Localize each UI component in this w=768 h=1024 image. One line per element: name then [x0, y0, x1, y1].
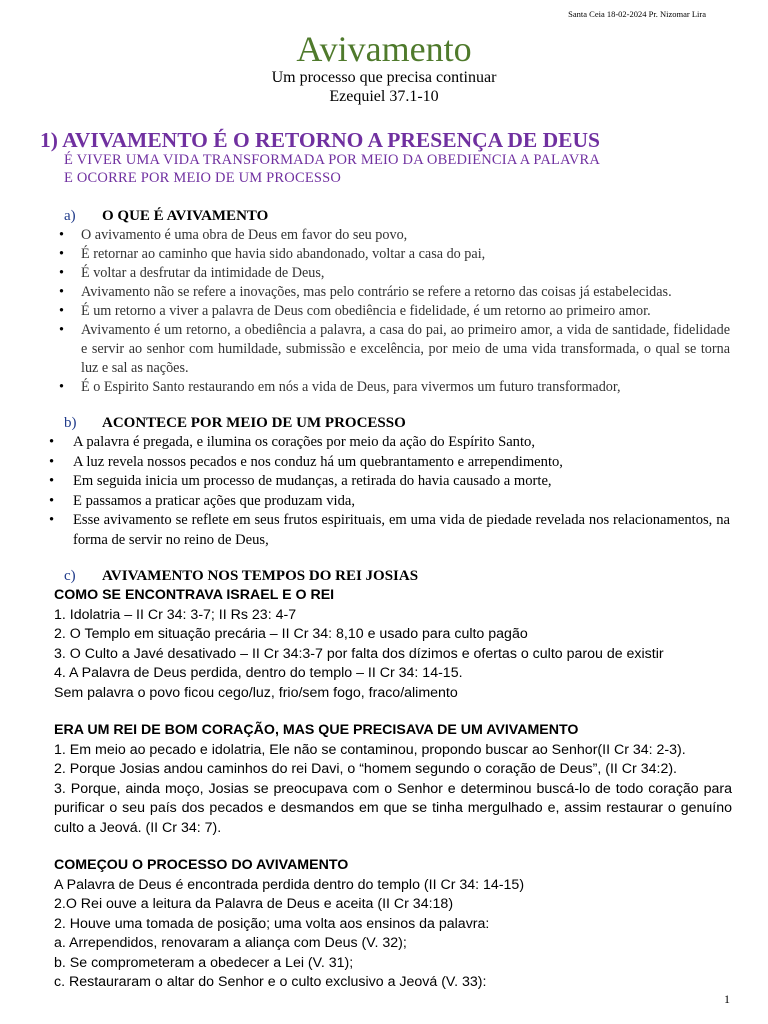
section-1-subheading-line: E OCORRE POR MEIO DE UM PROCESSO: [64, 170, 342, 186]
list-item: • E passamos a praticar ações que produzam vida,: [45, 492, 730, 512]
list-item: • O avivamento é uma obra de Deus em favor do seu povo,: [55, 226, 730, 245]
part-a-letter: a): [64, 208, 76, 224]
list-item: • Esse avivamento se reflete em seus frutos espirituais, em uma vida de piedade revelada nos relacionamentos, na forma de servir no reino de Deus,: [45, 511, 730, 550]
list-item: • Avivamento é um retorno, a obediência a palavra, a casa do pai, ao primeiro amor, a vida de santidade, fidelidade e servir ao senhor com humildade, submissão e excelência, por meio de uma vida transformada, o qual se torna luz e sal as nações.: [55, 321, 730, 378]
list-item: • A palavra é pregada, e ilumina os corações por meio da ação do Espírito Santo,: [45, 433, 730, 453]
king-heading: ERA UM REI DE BOM CORAÇÃO, MAS QUE PRECISAVA DE UM AVIVAMENTO: [54, 722, 579, 738]
page-number: 1: [724, 992, 730, 1006]
list-item: 4. A Palavra de Deus perdida, dentro do templo – II Cr 34: 14-15.: [54, 665, 463, 681]
list-item: • Avivamento não se refere a inovações, mas pelo contrário se refere a retorno das coisas já estabelecidas.: [55, 283, 730, 302]
list-item: • É um retorno a viver a palavra de Deus com obediência e fidelidade, é um retorno ao primeiro amor.: [55, 302, 730, 321]
list-item: 3. Porque, ainda moço, Josias se preocupava com o Senhor e determinou buscá-lo de todo coração para purificar o seu país dos pecados e desmandos em que se tinha mergulhado e, assim restaurar o genuíno culto a Jeová. (II Cr 34: 7).: [54, 780, 732, 836]
list-item: A Palavra de Deus é encontrada perdida dentro do templo (II Cr 34: 14-15): [54, 876, 525, 893]
israel-heading: COMO SE ENCONTRAVA ISRAEL E O REI: [54, 587, 335, 603]
scripture-reference: Ezequiel 37.1-10: [329, 88, 439, 105]
list-item: c. Restauraram o altar do Senhor e o culto exclusivo a Jeová (V. 33):: [54, 974, 487, 990]
header-note: Santa Ceia 18-02-2024 Pr. Nizomar Lira: [568, 9, 706, 19]
document-title: Avivamento: [296, 29, 472, 69]
part-a-title: O QUE É AVIVAMENTO: [102, 208, 269, 224]
list-item: a. Arrependidos, renovaram a aliança com Deus (V. 32);: [54, 935, 407, 951]
part-c-letter: c): [64, 568, 76, 584]
list-item: • É o Espirito Santo restaurando em nós a vida de Deus, para vivermos um futuro transformador,: [55, 378, 730, 397]
part-c-body: [54, 586, 732, 993]
list-item: 1. Em meio ao pecado e idolatria, Ele não se contaminou, propondo buscar ao Senhor(II Cr 34: 2-3).: [54, 741, 686, 758]
list-item: 1. Idolatria – II Cr 34: 3-7; II Rs 23: 4-7: [54, 606, 297, 623]
section-1-subheading-line: É VIVER UMA VIDA TRANSFORMADA POR MEIO DA OBEDIENCIA A PALAVRA: [64, 152, 601, 168]
spacer: [54, 838, 732, 856]
list-item: • É voltar a desfrutar da intimidade de Deus,: [55, 264, 730, 283]
list-item: • É retornar ao caminho que havia sido abandonado, voltar a casa do pai,: [55, 245, 730, 264]
part-b-letter: b): [64, 415, 77, 431]
part-c-heading: [64, 567, 418, 585]
list-item: 2. Porque Josias andou caminhos do rei Davi, o “homem segundo o coração de Deus”, (II Cr 34:2).: [54, 761, 677, 777]
list-item: b. Se comprometeram a obedecer a Lei (V. 31);: [54, 954, 354, 971]
list-item: 2. Houve uma tomada de posição; uma volta aos ensinos da palavra:: [54, 915, 490, 932]
part-b-heading: [64, 414, 406, 432]
spacer: [54, 703, 732, 721]
part-c-title: AVIVAMENTO NOS TEMPOS DO REI JOSIAS: [102, 568, 419, 584]
part-a-list: [55, 226, 730, 397]
list-item: 2. O Templo em situação precária – II Cr 34: 8,10 e usado para culto pagão: [54, 626, 528, 642]
list-item: • A luz revela nossos pecados e nos conduz há um quebrantamento e arrependimento,: [45, 453, 730, 473]
list-item: 2.O Rei ouve a leitura da Palavra de Deus e aceita (II Cr 34:18): [54, 896, 454, 912]
process-heading: COMEÇOU O PROCESSO DO AVIVAMENTO: [54, 857, 349, 873]
part-b-title: ACONTECE POR MEIO DE UM PROCESSO: [102, 415, 406, 431]
list-item: 3. O Culto a Javé desativado – II Cr 34:3-7 por falta dos dízimos e ofertas o culto parou de existir: [54, 645, 664, 662]
section-1-heading: 1) AVIVAMENTO É O RETORNO A PRESENÇA DE DEUS: [40, 128, 600, 152]
list-item: Sem palavra o povo ficou cego/luz, frio/sem fogo, fraco/alimento: [54, 684, 458, 701]
part-a-heading: [64, 207, 268, 225]
list-item: • Em seguida inicia um processo de mudanças, a retirada do havia causado a morte,: [45, 472, 730, 492]
part-b-list: [45, 433, 730, 550]
section-1-subheading: [64, 151, 600, 187]
document-subtitle: Um processo que precisa continuar: [271, 69, 497, 86]
